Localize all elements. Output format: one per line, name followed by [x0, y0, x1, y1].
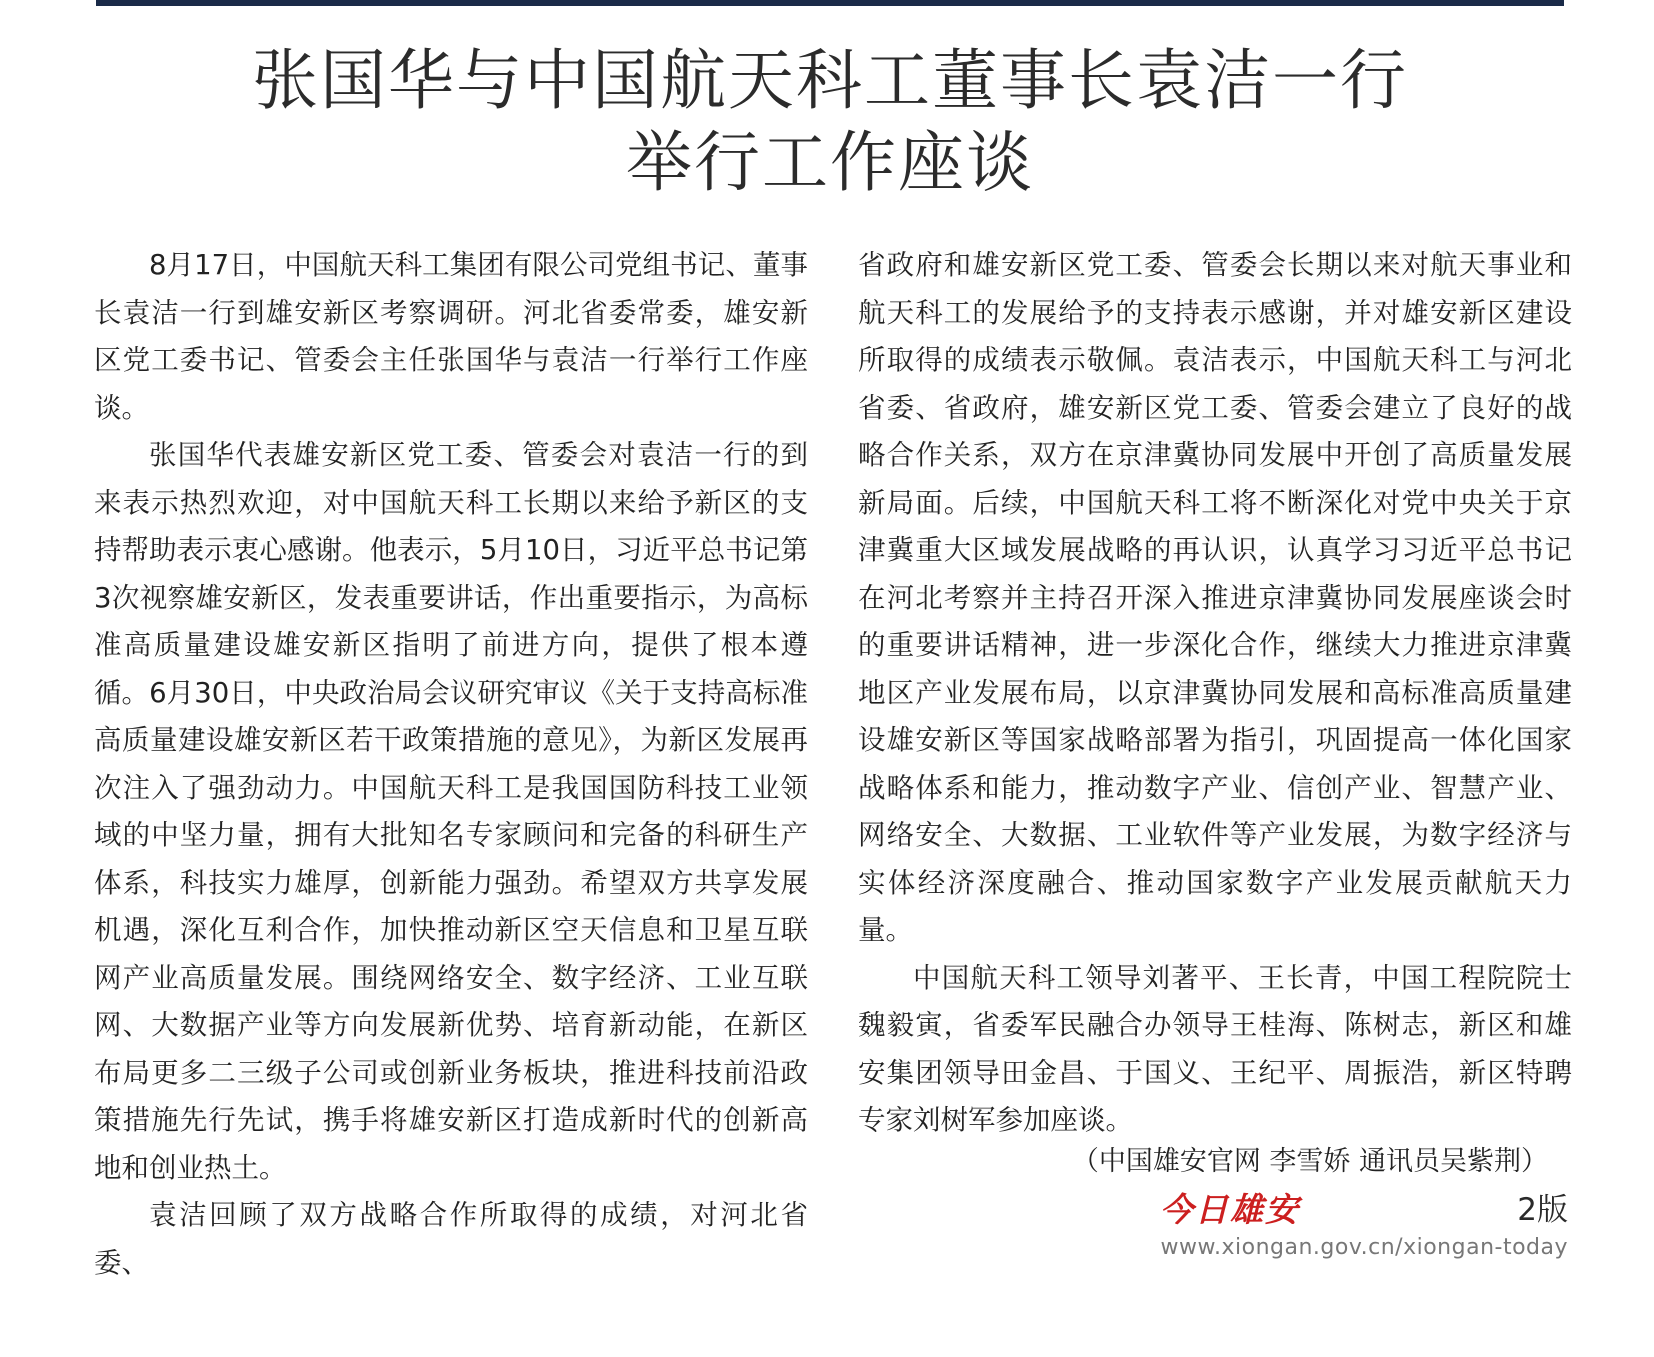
- paragraph-2: 张国华代表雄安新区党工委、管委会对袁洁一行的到来表示热烈欢迎，对中国航天科工长期以来给予新区的支持帮助表示衷心感谢。他表示，5月10日，习近平总书记第3次视察雄安新区，发表重要讲话，作出重要指示，为高标准高质量建设雄安新区指明了前进方向，提供了根本遵循。6月30日，中央政治局会议研究审议《关于支持高标准高质量建设雄安新区若干政策措施的意见》，为新区发展再次注入了强劲动力。中国航天科工是我国国防科技工业领域的中坚力量，拥有大批知名专家顾问和完备的科研生产体系，科技实力雄厚，创新能力强劲。希望双方共享发展机遇，深化互利合作，加快推动新区空天信息和卫星互联网产业高质量发展。围绕网络安全、数字经济、工业互联网、大数据产业等方向发展新优势、培育新动能，在新区布局更多二三级子公司或创新业务板块，推进科技前沿政策措施先行先试，携手将雄安新区打造成新时代的创新高地和创业热土。: [94, 439, 808, 1184]
- page-number: 2版: [1517, 1192, 1568, 1228]
- paragraph-1: 8月17日，中国航天科工集团有限公司党组书记、董事长袁洁一行到雄安新区考察调研。河北省委常委，雄安新区党工委书记、管委会主任张国华与袁洁一行举行工作座谈。: [94, 249, 808, 424]
- paragraph-4: 中国航天科工领导刘著平、王长青，中国工程院院士魏毅寅，省委军民融合办领导王桂海、陈树志，新区和雄安集团领导田金昌、于国义、王纪平、周振浩，新区特聘专家刘树军参加座谈。: [858, 961, 1572, 1136]
- top-rule: [96, 0, 1564, 6]
- article-headline: [96, 40, 1564, 204]
- paragraph-3-continued: 省政府和雄安新区党工委、管委会长期以来对航天事业和航天科工的发展给予的支持表示感谢，并对雄安新区建设所取得的成绩表示敬佩。袁洁表示，中国航天科工与河北省委、省政府，雄安新区党工委、管委会建立了良好的战略合作关系，双方在京津冀协同发展中开创了高质量发展新局面。后续，中国航天科工将不断深化对党中央关于京津冀重大区域发展战略的再认识，认真学习习近平总书记在河北考察并主持召开深入推进京津冀协同发展座谈会时的重要讲话精神，进一步深化合作，继续大力推进京津冀地区产业发展布局，以京津冀协同发展和高标准高质量建设雄安新区等国家战略部署为指引，巩固提高一体化国家战略体系和能力，推动数字产业、信创产业、智慧产业、网络安全、大数据、工业软件等产业发展，为数字经济与实体经济深度融合、推动国家数字产业发展贡献航天力量。: [858, 249, 1572, 946]
- article-column-left: [94, 242, 808, 1287]
- paragraph-3-start: 袁洁回顾了双方战略合作所取得的成绩，对河北省委、: [94, 1199, 808, 1279]
- article-credit: （中国雄安官网 李雪娇 通讯员吴紫荆）: [1071, 1146, 1548, 1177]
- article-column-right: [858, 242, 1572, 1145]
- masthead-logo: 今日雄安: [1160, 1190, 1300, 1229]
- headline-line-2: 举行工作座谈: [626, 124, 1034, 201]
- headline-line-1: 张国华与中国航天科工董事长袁洁一行: [252, 42, 1408, 119]
- site-url: www.xiongan.gov.cn/xiongan-today: [1160, 1235, 1568, 1260]
